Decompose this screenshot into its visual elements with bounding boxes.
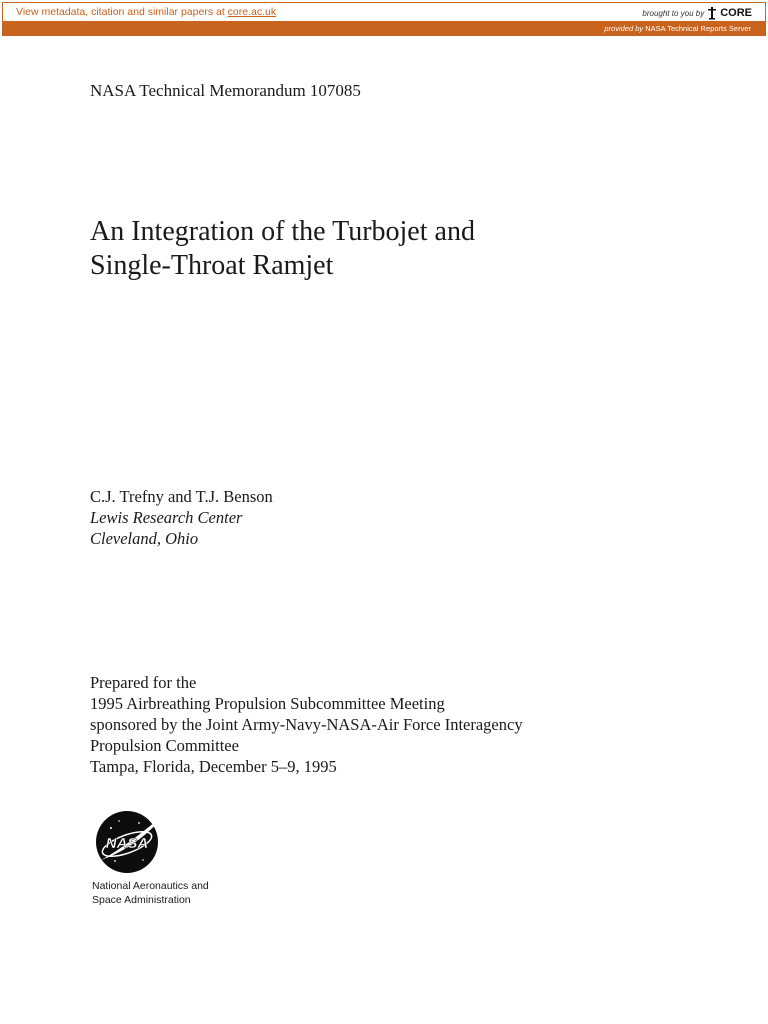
- prepared-for-block: [90, 672, 523, 777]
- author-block: [90, 486, 273, 549]
- brought-to-you-label: brought to you by: [642, 8, 705, 18]
- core-branding[interactable]: [642, 4, 752, 22]
- core-banner: [2, 2, 766, 22]
- affiliation: Lewis Research Center: [90, 508, 243, 527]
- core-link[interactable]: core.ac.uk: [227, 6, 277, 18]
- core-metadata-label: View metadata, citation and similar papers at: [16, 6, 225, 18]
- prepared-line: sponsored by the Joint Army-Navy-NASA-Air Force Interagency: [90, 715, 523, 734]
- nasa-meatball-logo: [93, 808, 169, 876]
- agency-line: Space Administration: [92, 894, 191, 906]
- title-line: An Integration of the Turbojet and: [90, 216, 475, 247]
- document-title: [90, 215, 475, 283]
- title-line: Single-Throat Ramjet: [90, 250, 334, 281]
- core-metadata-text: [16, 6, 276, 18]
- nasa-logo-text: NASA: [105, 835, 149, 852]
- prepared-line: Propulsion Committee: [90, 736, 239, 755]
- prepared-line: 1995 Airbreathing Propulsion Subcommittee Meeting: [90, 694, 445, 713]
- provider-name[interactable]: NASA Technical Reports Server: [645, 24, 751, 33]
- prepared-line: Prepared for the: [90, 673, 197, 692]
- provider-bar: [2, 22, 766, 36]
- core-logo-icon: [707, 6, 717, 20]
- agency-name: [92, 879, 209, 907]
- provided-by-label: provided by: [604, 24, 644, 33]
- agency-line: National Aeronautics and: [92, 880, 209, 892]
- authors: C.J. Trefny and T.J. Benson: [90, 487, 273, 506]
- memo-number: NASA Technical Memorandum 107085: [90, 81, 361, 100]
- core-logo: CORE: [720, 7, 752, 19]
- prepared-line: Tampa, Florida, December 5–9, 1995: [90, 757, 337, 776]
- provider-text: [604, 24, 751, 33]
- location: Cleveland, Ohio: [90, 529, 199, 548]
